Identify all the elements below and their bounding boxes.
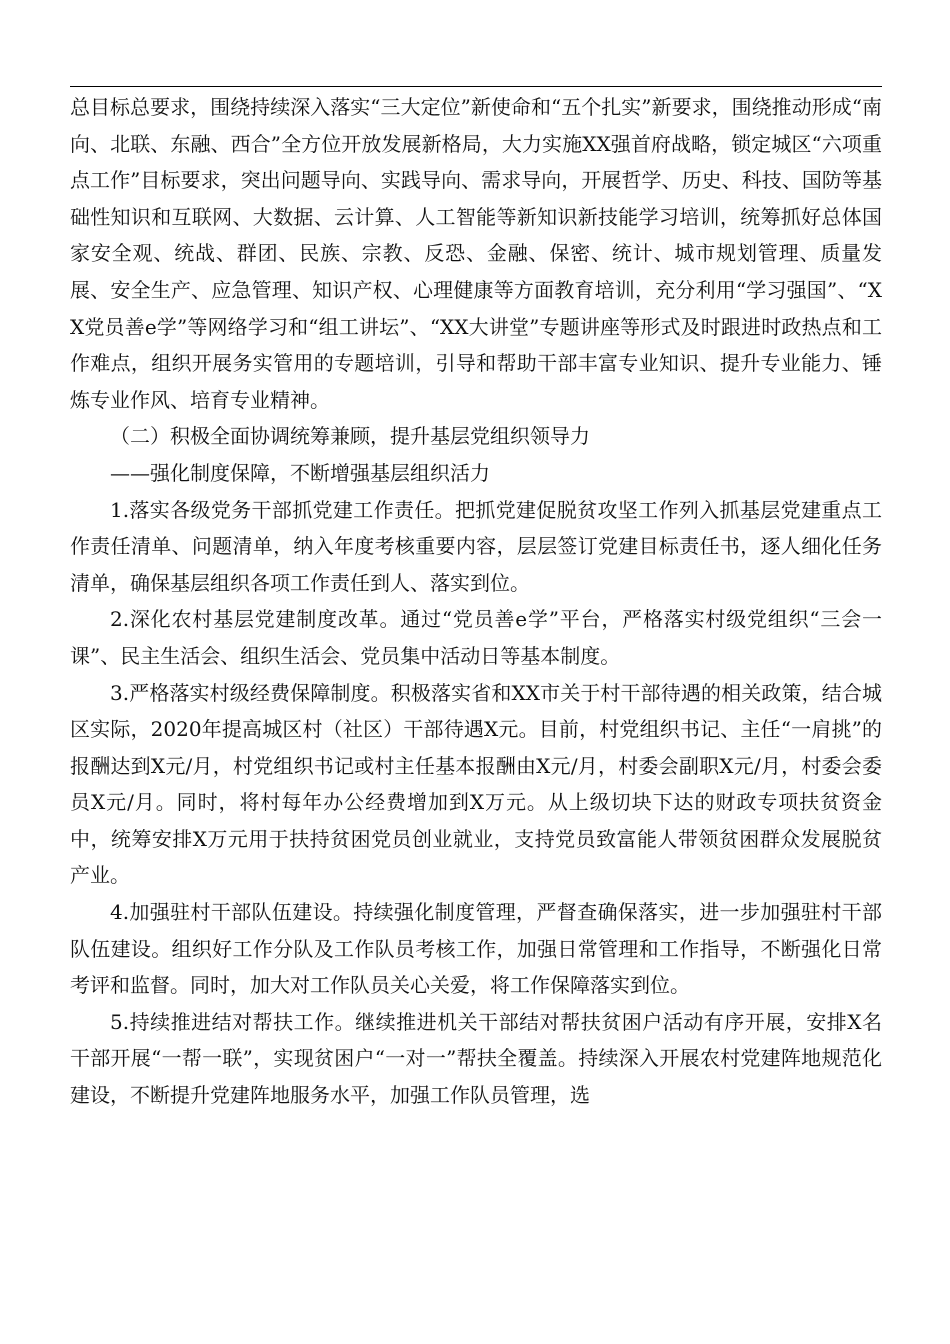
paragraph-training-goals: 总目标总要求，围绕持续深入落实“三大定位”新使命和“五个扎实”新要求，围绕推动形成“南向、北联、东融、西合”全方位开放发展新格局，大力实施XX强首府战略，锁定城区“六项重点工作”目标要求，突出问题导向、实践导向、需求导向，开展哲学、历史、科技、国防等基础性知识和互联网、大数据、云计算、人工智能等新知识新技能学习培训，统筹抓好总体国家安全观、统战、群团、民族、宗教、反恐、金融、保密、统计、城市规划管理、质量发展、安全生产、应急管理、知识产权、心理健康等方面教育培训，充分利用“学习强国”、“XX党员善e学”等网络学习和“组工讲坛”、“XX大讲堂”专题讲座等形式及时跟进时政热点和工作难点，组织开展务实管用的专题培训，引导和帮助干部丰富专业知识、提升专业能力、锤炼专业作风、培育专业精神。 bbox=[70, 95, 882, 412]
paragraph-item-3: 3.严格落实村级经费保障制度。积极落实省和XX市关于村干部待遇的相关政策，结合城区实际，2020年提高城区村（社区）干部待遇X元。目前，村党组织书记、主任“一肩挑”的报酬达到X元/月，村党组织书记或村主任基本报酬由X元/月，村委会副职X元/月，村委会委员X元/月。同时，将村每年办公经费增加到X万元。从上级切块下达的财政专项扶贫资金中，统筹安排X万元用于扶持贫困党员创业就业，支持党员致富能人带领贫困群众发展脱贫产业。 bbox=[70, 680, 882, 888]
header-rule bbox=[70, 86, 882, 87]
document-body bbox=[70, 89, 882, 1114]
subsection-heading: ——强化制度保障，不断增强基层组织活力 bbox=[110, 460, 490, 485]
paragraph-item-2: 2.深化农村基层党建制度改革。通过“党员善e学”平台，严格落实村级党组织“三会一课”、民主生活会、组织生活会、党员集中活动日等基本制度。 bbox=[70, 607, 882, 668]
paragraph-item-5: 5.持续推进结对帮扶工作。继续推进机关干部结对帮扶贫困户活动有序开展，安排X名干部开展“一帮一联”，实现贫困户“一对一”帮扶全覆盖。持续深入开展农村党建阵地规范化建设，不断提升党建阵地服务水平，加强工作队员管理，选 bbox=[70, 1009, 882, 1108]
section-heading: （二）积极全面协调统筹兼顾，提升基层党组织领导力 bbox=[110, 424, 590, 449]
paragraph-item-4: 4.加强驻村干部队伍建设。持续强化制度管理，严督查确保落实，进一步加强驻村干部队伍建设。组织好工作分队及工作队员考核工作，加强日常管理和工作指导，不断强化日常考评和监督。同时，加大对工作队员关心关爱，将工作保障落实到位。 bbox=[70, 900, 882, 998]
paragraph-item-1: 1.落实各级党务干部抓党建工作责任。把抓党建促脱贫攻坚工作列入抓基层党建重点工作责任清单、问题清单，纳入年度考核重要内容，层层签订党建目标责任书，逐人细化任务清单，确保基层组织各项工作责任到人、落实到位。 bbox=[70, 497, 882, 595]
